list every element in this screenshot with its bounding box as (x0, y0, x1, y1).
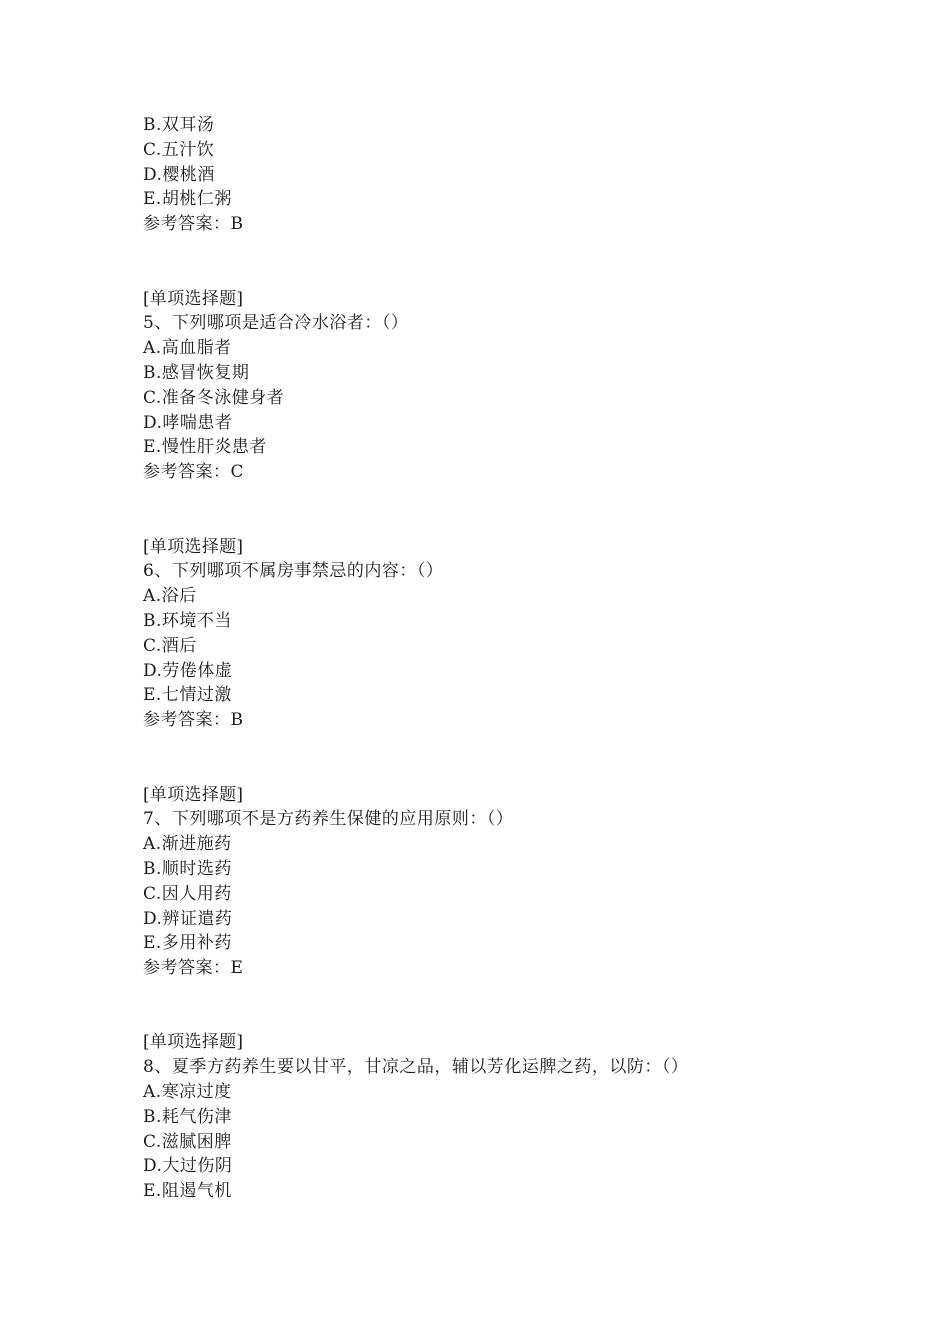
option-b: B.感冒恢复期 (143, 362, 250, 383)
option-e: E.七情过激 (143, 685, 232, 706)
reference-answer: 参考答案：E (143, 958, 244, 979)
reference-answer: 参考答案：C (143, 462, 245, 483)
option-e: E.阻遏气机 (143, 1181, 232, 1202)
option-a: A.浴后 (143, 586, 197, 607)
question-type: [单项选择题] (143, 536, 244, 557)
option-b: B.耗气伤津 (143, 1106, 232, 1127)
option-e: E.慢性肝炎患者 (143, 437, 267, 458)
option-a: A.寒凉过度 (143, 1082, 232, 1103)
question-type: [单项选择题] (143, 1032, 244, 1053)
question-block-8 (143, 1030, 903, 1204)
option-c: C.酒后 (143, 635, 197, 656)
option-c: C.因人用药 (143, 883, 232, 904)
reference-answer: 参考答案：B (143, 214, 244, 235)
reference-answer: 参考答案：B (143, 710, 244, 731)
question-block-7 (143, 783, 903, 981)
option-b: B.双耳汤 (143, 115, 215, 135)
question-stem: 5、下列哪项是适合冷水浴者：（） (143, 313, 409, 334)
option-c: C.准备冬泳健身者 (143, 387, 285, 408)
question-type: [单项选择题] (143, 784, 244, 805)
option-b: B.环境不当 (143, 610, 232, 631)
option-b: B.顺时选药 (143, 858, 232, 879)
option-d: D.樱桃酒 (143, 164, 215, 185)
question-stem: 7、下列哪项不是方药养生保健的应用原则：（） (143, 809, 514, 830)
question-block-5 (143, 287, 903, 485)
option-d: D.哮喘患者 (143, 412, 233, 433)
question-type: [单项选择题] (143, 288, 244, 309)
option-d: D.大过伤阴 (143, 1156, 233, 1177)
option-e: E.胡桃仁粥 (143, 189, 232, 210)
option-c: C.五汁饮 (143, 139, 215, 160)
question-stem: 8、夏季方药养生要以甘平，甘凉之品，辅以芳化运脾之药，以防：（） (143, 1057, 689, 1078)
option-a: A.渐进施药 (143, 834, 232, 855)
option-a: A.高血脂者 (143, 338, 232, 359)
question-stem: 6、下列哪项不属房事禁忌的内容：（） (143, 561, 444, 582)
prev-question-block (143, 113, 903, 237)
document-page (143, 113, 903, 1204)
option-d: D.辨证遣药 (143, 908, 233, 929)
option-e: E.多用补药 (143, 933, 232, 954)
question-block-6 (143, 535, 903, 733)
option-c: C.滋腻困脾 (143, 1131, 232, 1152)
option-d: D.劳倦体虚 (143, 660, 233, 681)
